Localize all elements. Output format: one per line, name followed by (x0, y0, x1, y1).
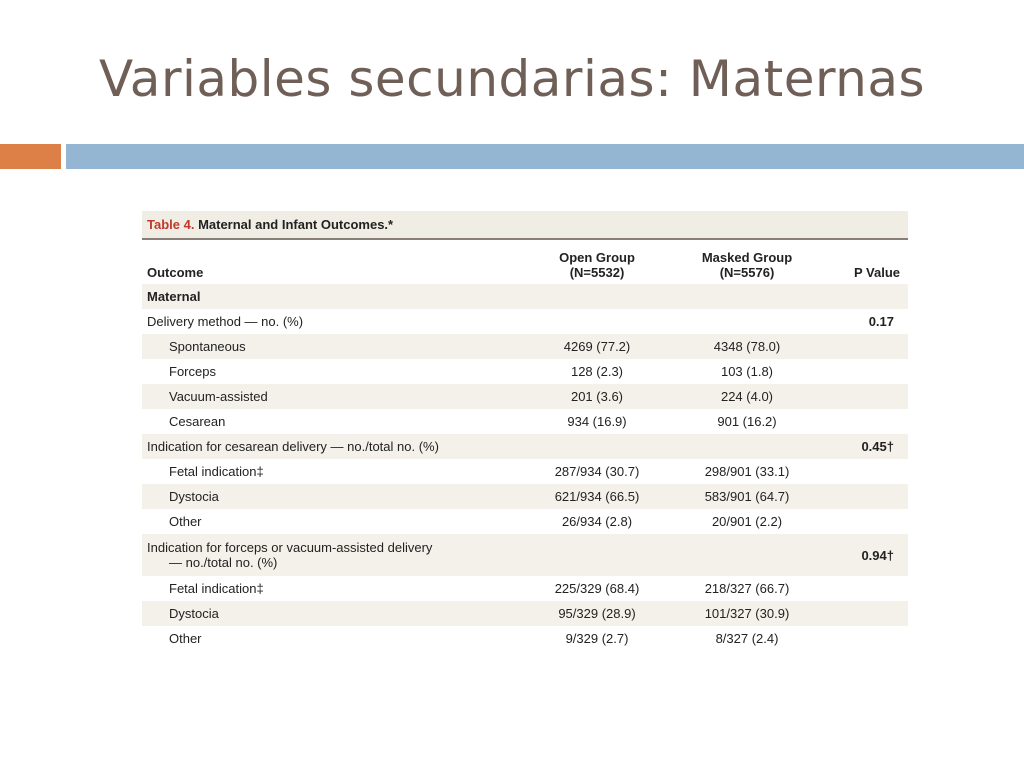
row-label: Cesarean (169, 414, 226, 429)
slide-title: Variables secundarias: Maternas (98, 50, 926, 108)
table-row (142, 384, 908, 409)
masked-value: 583/901 (64.7) (672, 484, 822, 509)
p-value: 0.94† (822, 534, 908, 576)
open-value (522, 309, 672, 334)
row-label: Fetal indication‡ (169, 464, 264, 479)
p-value (822, 409, 908, 434)
table-row (142, 626, 908, 651)
header-masked-group-name: Masked Group (701, 250, 793, 265)
masked-value: 901 (16.2) (717, 414, 777, 429)
masked-value (672, 534, 822, 576)
header-masked-group-n: (N=5576) (719, 265, 775, 280)
table-row (142, 359, 908, 384)
table-row (142, 509, 908, 534)
open-value: 225/329 (68.4) (554, 581, 640, 596)
row-label: Fetal indication‡ (169, 581, 264, 596)
row-label: Forceps (169, 364, 216, 379)
p-value (822, 601, 908, 626)
table-header-row (142, 240, 908, 284)
row-label: Delivery method — no. (%) (147, 314, 304, 329)
p-value (822, 284, 908, 309)
open-value: 287/934 (30.7) (554, 464, 640, 479)
open-value: 9/329 (2.7) (565, 631, 629, 646)
p-value: 0.45† (822, 434, 908, 459)
header-outcome: Outcome (147, 265, 204, 280)
p-value (822, 334, 908, 359)
table-row (142, 534, 908, 576)
table-caption-text: Maternal and Infant Outcomes.* (194, 217, 394, 232)
masked-value: 8/327 (2.4) (715, 631, 779, 646)
open-value: 201 (3.6) (522, 384, 672, 409)
row-label (142, 534, 522, 576)
outcomes-table (142, 240, 908, 651)
row-label: Vacuum-assisted (142, 384, 522, 409)
row-label: Dystocia (142, 484, 522, 509)
table-number: Table 4. (147, 217, 195, 232)
outcomes-table-figure (142, 211, 908, 651)
p-value (822, 626, 908, 651)
table-row (142, 409, 908, 434)
masked-value: 4348 (78.0) (672, 334, 822, 359)
masked-value: 101/327 (30.9) (672, 601, 822, 626)
row-label-line1: Indication for forceps or vacuum-assisted delivery (147, 540, 433, 555)
masked-value: 218/327 (66.7) (704, 581, 790, 596)
accent-bar-orange (0, 144, 61, 169)
header-p-value: P Value (853, 265, 900, 280)
row-label: Other (169, 631, 202, 646)
table-row (142, 601, 908, 626)
masked-value (672, 434, 822, 459)
open-value (522, 284, 672, 309)
accent-bar-blue (66, 144, 1024, 169)
open-value: 934 (16.9) (567, 414, 627, 429)
masked-value: 103 (1.8) (720, 364, 774, 379)
p-value (822, 484, 908, 509)
table-row (142, 334, 908, 359)
table-row (142, 434, 908, 459)
p-value (822, 359, 908, 384)
open-value: 95/329 (28.9) (522, 601, 672, 626)
open-value (522, 534, 672, 576)
open-value: 621/934 (66.5) (522, 484, 672, 509)
p-value (822, 509, 908, 534)
open-value: 26/934 (2.8) (561, 514, 633, 529)
p-value (822, 384, 908, 409)
masked-value: 20/901 (2.2) (711, 514, 783, 529)
open-value: 128 (2.3) (570, 364, 624, 379)
p-value (822, 459, 908, 484)
row-label: Spontaneous (142, 334, 522, 359)
row-label-line2: — no./total no. (%) (169, 555, 278, 570)
table-row (142, 484, 908, 509)
row-label: Indication for cesarean delivery — no./total no. (%) (142, 434, 522, 459)
masked-value (672, 309, 822, 334)
masked-value: 224 (4.0) (672, 384, 822, 409)
table-row (142, 576, 908, 601)
header-open-group (522, 240, 672, 284)
header-open-group-n: (N=5532) (569, 265, 625, 280)
open-value (522, 434, 672, 459)
open-value: 4269 (77.2) (522, 334, 672, 359)
row-label: Dystocia (142, 601, 522, 626)
row-label: Other (169, 514, 202, 529)
row-label: Maternal (142, 284, 522, 309)
table-row (142, 459, 908, 484)
masked-value (672, 284, 822, 309)
table-row (142, 309, 908, 334)
header-masked-group (672, 240, 822, 284)
table-row (142, 284, 908, 309)
p-value: 0.17 (868, 314, 894, 329)
p-value (822, 576, 908, 601)
masked-value: 298/901 (33.1) (704, 464, 790, 479)
table-caption (142, 211, 908, 240)
header-open-group-name: Open Group (559, 250, 635, 265)
